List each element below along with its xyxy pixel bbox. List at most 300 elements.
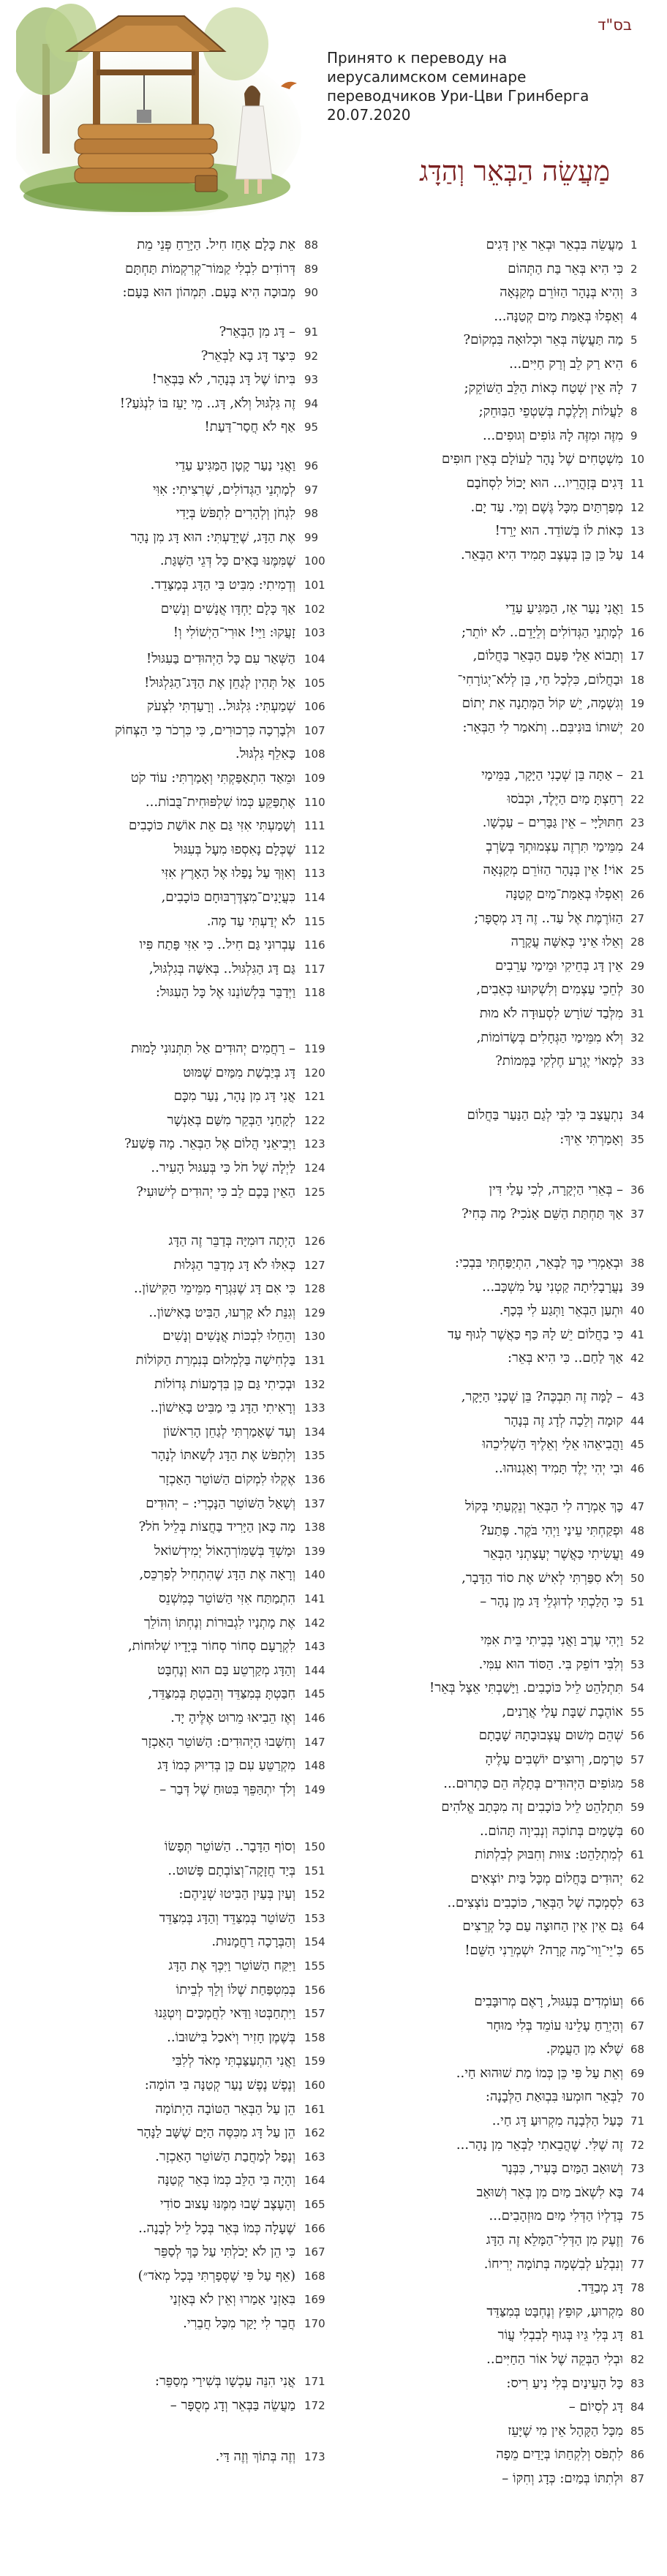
line-text: שְׁמַעְתִּי: גִּלְגּוּל.. וְרָעַדְתִּי לִצְעֹק bbox=[147, 698, 295, 715]
poem-line bbox=[12, 2168, 326, 2193]
line-number: 5 bbox=[630, 334, 638, 347]
line-number: 78 bbox=[630, 2281, 645, 2295]
line-text: כִּי הִיא בְּאֵר בַּת הַתְּהוֹם bbox=[508, 260, 623, 276]
poem-line bbox=[342, 1049, 652, 1074]
poem-line bbox=[342, 2180, 652, 2205]
line-text: וְשָׁמַעְתִּי אִזִּי גַּם אֵת אוֹשַׁת כּוֹכָבִים bbox=[129, 818, 295, 834]
line-number: 126 bbox=[304, 1235, 325, 1248]
line-number: 29 bbox=[630, 959, 645, 973]
line-text: שֶׁעָלָה כְּמוֹ בְּאֵר בְּכָל לֵיל לְבָנָה.. bbox=[138, 2220, 295, 2236]
line-number: 18 bbox=[630, 673, 645, 687]
poem-line bbox=[342, 471, 652, 496]
poem-line bbox=[12, 549, 326, 573]
poem-line bbox=[12, 2444, 326, 2469]
poem-line bbox=[342, 715, 652, 740]
poem-line bbox=[342, 1275, 652, 1300]
line-number: 134 bbox=[304, 1425, 325, 1439]
poem-line bbox=[12, 718, 326, 743]
poem-line bbox=[342, 2252, 652, 2277]
line-text: מִשְׁטָחִים שֶׁל נָהָר לַעוֹלָם בְּאֵין חוּפִים bbox=[441, 451, 623, 467]
poem-line bbox=[342, 1938, 652, 1963]
line-text: אוֹי! אֵין בְּנָהָר הַזּוֹרֵם מְקַנְּאָה bbox=[483, 862, 623, 878]
poem-line bbox=[12, 453, 326, 478]
poem-line bbox=[342, 1001, 652, 1026]
poem-line bbox=[12, 1180, 326, 1205]
line-number: 158 bbox=[304, 2030, 325, 2044]
line-text: גַּם אֵין אֵין הַחוּצָה עַם כָּל קְרֵצִים bbox=[462, 1918, 623, 1935]
poem-line bbox=[12, 1978, 326, 2003]
line-number: 85 bbox=[630, 2424, 645, 2438]
poem-line bbox=[12, 1229, 326, 1254]
line-number: 72 bbox=[630, 2138, 645, 2152]
poem-line bbox=[12, 415, 326, 440]
poem-line bbox=[12, 766, 326, 791]
poem-line bbox=[342, 1914, 652, 1939]
line-text: מִקְרַטֵּעַ עִם כֵּן בְּדִיוּק כְּמוֹ דָּג bbox=[157, 1758, 295, 1774]
line-text: יְשׁוּתוֹ בּוּנִיבִּם.. וְתֹאמַר לִי הַבְּאֵר: bbox=[462, 720, 623, 735]
line-text: וְשׁוּאַב הַמַּיִם בָּעִיר, כִּבְּנָר bbox=[502, 2161, 623, 2177]
line-text: הַאֵין בָּכֶם לֵב כִּי יְהוּדִים לְישׁוּעִי? bbox=[136, 1183, 295, 1200]
line-number: 35 bbox=[630, 1132, 645, 1146]
line-text: וְדְמִיתִי: מִבִּיט בִּי הַדָּג בְּמַצָּדֵד. bbox=[150, 577, 295, 592]
poem-line bbox=[12, 2001, 326, 2026]
poem-line bbox=[12, 742, 326, 767]
line-text: מִלְּבַד שׁוֹרָש לִסְעוּדָה לֹא מוּת bbox=[479, 1006, 623, 1021]
poem-line bbox=[342, 1819, 652, 1844]
line-text: וְחִשָּׁבוּ הַיְּהוּדִים: הַשּׁוֹטֵר הָאַכְזָר bbox=[141, 1733, 295, 1750]
poem-line bbox=[12, 1491, 326, 1516]
line-text: הִתְמַתַּח אִזִּי הַשּׁוֹטֵר כְּמִשְׁנֵס bbox=[158, 1591, 295, 1606]
line-text: טַרְמָם, וְרוּצִים יוֹשְׁבִים עָלֶיהָ bbox=[485, 1752, 623, 1767]
poem-title: מַעֲשֵׂה הַבְּאֵר וְהַדָּג bbox=[419, 155, 610, 187]
line-number: 141 bbox=[304, 1592, 325, 1605]
poem-line bbox=[12, 2192, 326, 2217]
poem-line bbox=[12, 2311, 326, 2336]
line-text: מְפַרְתַּיִם מִכָּל גֶּשֶׁם וְמֵי. עַד יָם. bbox=[470, 499, 623, 515]
line-text: וּבְלִי הַבְּקֵה שֶׁל אוֹר הַחַיִּים.. bbox=[486, 2351, 623, 2367]
poem-line bbox=[12, 1396, 326, 1420]
poem-line bbox=[342, 1346, 652, 1371]
line-text: כָּל הָעֵינַיִם בְּלִי נִיעַ רִיס: bbox=[506, 2375, 623, 2391]
poem-line bbox=[12, 597, 326, 622]
poem-line bbox=[12, 861, 326, 886]
line-text: הֵן עַל דָּג מִכִּסֶּה הַיָּם שֶׁשָּׁב לַנָּהָר bbox=[137, 2125, 295, 2141]
line-number: 77 bbox=[630, 2257, 645, 2271]
line-number: 83 bbox=[630, 2376, 645, 2390]
line-number: 94 bbox=[304, 396, 319, 410]
poem-line bbox=[12, 1253, 326, 1278]
poem-line bbox=[12, 478, 326, 502]
line-number: 136 bbox=[304, 1473, 325, 1486]
poem-line bbox=[342, 835, 652, 859]
line-number: 34 bbox=[630, 1109, 645, 1122]
line-number: 154 bbox=[304, 1935, 325, 1949]
poem-line bbox=[12, 1777, 326, 1802]
line-number: 138 bbox=[304, 1521, 325, 1534]
line-text: וְלִבִּי דוֹפֵק בִּי. הַסּוֹד הוּא עִמִּי. bbox=[478, 1656, 623, 1672]
poem-line bbox=[12, 1348, 326, 1373]
line-number: 71 bbox=[630, 2114, 645, 2128]
poem-line bbox=[342, 810, 652, 835]
poem-line bbox=[12, 837, 326, 862]
line-text: נַעֲרָבָלִיתָה קַטְנִי עָל מִשְׁכָּב... bbox=[482, 1278, 623, 1295]
line-number: 84 bbox=[630, 2400, 645, 2414]
line-text: וְהַיְרֵחַ עָלֵינוּ עוֹמֵד בְּלִי מוּחָר bbox=[486, 2017, 623, 2033]
line-text: גַּם דָּג הַגִּלְגּוּל.. בְּאִשָּׁה בְּגִלְגּוּל, bbox=[148, 960, 295, 976]
poem-line bbox=[12, 573, 326, 598]
line-number: 140 bbox=[304, 1568, 325, 1582]
line-number: 12 bbox=[630, 500, 645, 514]
poem-line bbox=[342, 858, 652, 883]
line-text: חֲבֵר לִי יָקַר מִכָּל חֲבֵרִי. bbox=[183, 2316, 295, 2331]
poem-line bbox=[342, 2109, 652, 2134]
line-text: בִּאָזְנַי אָמַרוּ וְאֵין לֹא בְּאָזְנַי bbox=[170, 2291, 295, 2308]
line-text: כְּאוֹת לוֹ בְּשׁוֹדֵד. הוּא יָרֵד! bbox=[494, 523, 623, 539]
line-text: מִקְרוּעַ, קוּפֵץ וְנֶחְבָּט בְּמִצַּדֵּד bbox=[486, 2303, 623, 2319]
line-number: 163 bbox=[304, 2150, 325, 2163]
line-text: לְמָתְנֵי הַגְּדוֹלִים, שֶׁרִצִיתִי: אִוִּי bbox=[152, 481, 295, 497]
line-text: וְאֵלוּ אֵינִי כְּאִשָּׁה עֲקָרָה bbox=[510, 934, 623, 950]
line-text: וּלְתִתּוֹ בְּמַיִם: כְּדָג וְחִקּוֹ – bbox=[502, 2471, 623, 2486]
line-number: 67 bbox=[630, 2019, 645, 2033]
line-text: וְרָאָה אֶת הַדָּג שֶׁהִתְחִיל לְפַרְכֵּס, bbox=[139, 1567, 295, 1583]
line-text: יְהוּדִים בַּחֲלוֹם מְכָּל בַּיִת יוֹצְאִים bbox=[470, 1871, 623, 1886]
poem-line bbox=[12, 2287, 326, 2312]
line-text: כִּיצַד דָּג בָּא לַבְּאֵר? bbox=[200, 347, 295, 364]
poem-line bbox=[12, 1753, 326, 1778]
line-number: 171 bbox=[304, 2375, 325, 2388]
line-text: כִּ'יֵי־וֵוי־מָה קָרָה? יִשְׁמְרֵנִי הַשֵּׁם! bbox=[464, 1942, 623, 1958]
line-text: כִּי אִם דָּג שֶׁנִּגְרַף מִמֵּימֵי הַקִּישׁוֹן.. bbox=[133, 1281, 295, 1297]
line-number: 99 bbox=[304, 530, 319, 544]
poem-line bbox=[12, 620, 326, 645]
poem-line bbox=[342, 1542, 652, 1567]
line-text: – רַחֲמִים יְהוּדִים אַל תִּתְּנוּנִי לָמוּת bbox=[131, 1041, 295, 1056]
line-number: 132 bbox=[304, 1377, 325, 1391]
poem-line bbox=[342, 2014, 652, 2038]
line-text: זֶה שֶׁלִּי. שֶׁהֲבֵאתִי לַבְּאֵר מִן נָהָר... bbox=[456, 2136, 623, 2153]
line-number: 97 bbox=[304, 483, 319, 497]
poem-line bbox=[342, 1566, 652, 1591]
line-number: 152 bbox=[304, 1888, 325, 1902]
poem-line bbox=[12, 367, 326, 392]
line-number: 148 bbox=[304, 1759, 325, 1773]
poem-line bbox=[12, 1834, 326, 1859]
line-number: 88 bbox=[304, 238, 319, 252]
poem-line bbox=[12, 1300, 326, 1325]
poem-line bbox=[12, 1420, 326, 1445]
poem-line bbox=[12, 525, 326, 550]
poem-line bbox=[12, 1658, 326, 1683]
line-number: 10 bbox=[630, 453, 645, 467]
line-number: 20 bbox=[630, 721, 645, 734]
line-number: 133 bbox=[304, 1401, 325, 1415]
poem-line bbox=[12, 885, 326, 910]
poem-line bbox=[342, 1589, 652, 1614]
line-number: 43 bbox=[630, 1390, 645, 1404]
line-number: 51 bbox=[630, 1595, 645, 1609]
poem-line bbox=[342, 1251, 652, 1276]
line-text: וּפְקַחְתִּי עֵינַי וַיְהִי בֹּקֶר. פֶּתַע? bbox=[480, 1522, 623, 1538]
poem-line bbox=[12, 344, 326, 369]
line-text: וְאַפְלוּ בְּאַמַּת־מַיִם קְטַנָּה bbox=[505, 886, 623, 902]
line-number: 48 bbox=[630, 1524, 645, 1537]
line-text: נִתְעֲצַב בִּי לִבִּי לְגַם הַנַּעַר בַּחֲלוֹם bbox=[467, 1107, 623, 1123]
line-text: לְמִתְלַהֵט: צוּוּת וְחִבּוּק לְבִלְתּוֹת bbox=[475, 1847, 623, 1863]
poem-line bbox=[342, 280, 652, 305]
poem-line bbox=[12, 1586, 326, 1611]
note-line: иерусалимском семинаре bbox=[327, 68, 527, 86]
line-text: מַעֲשֵׂה בִּבְאֵר וּבְאֵר אֵין דָּגִים bbox=[486, 237, 623, 252]
poem-line bbox=[12, 790, 326, 815]
line-text: אוֹהֶבֶת שַׁבָּת עָלַי אֲרָנִים, bbox=[502, 1703, 623, 1720]
line-text: שֶׁכְּלָם נָאִסְפוּ מִעָל בְּעִגּוּל bbox=[173, 841, 295, 857]
line-text: כִּעֲיָנִים־מִצְדֶּרְבּוּחָם כּוֹכָבִים, bbox=[161, 889, 295, 905]
line-text: וְאֶז הֵבִיאוּ מֵרוּט אֶלֶּיהָ יָד. bbox=[170, 1710, 295, 1725]
line-number: 11 bbox=[630, 477, 645, 490]
line-number: 41 bbox=[630, 1327, 645, 1341]
line-number: 145 bbox=[304, 1687, 325, 1701]
poem-line bbox=[342, 1322, 652, 1347]
line-text: לַבְּאֵר חוּמְעוּ בִּבְוּאַת הַלְּבָנָה: bbox=[485, 2089, 623, 2105]
line-number: 2 bbox=[630, 262, 638, 276]
line-text: וַהֲבִיאֵהוּ אֵלַי וְאֵלֶיךָ הַשְׁלִיכֵהוּ bbox=[482, 1436, 623, 1453]
poem-line bbox=[12, 1906, 326, 1931]
line-text: כְּאִלּוּ לֹא דָּג מְדַבֵּר הַגְּלוּת bbox=[173, 1257, 295, 1273]
line-number: 150 bbox=[304, 1840, 325, 1853]
poem-line bbox=[12, 1706, 326, 1730]
line-text: כָּאִלֵף גִּלְגּוּל. bbox=[235, 746, 295, 762]
line-number: 114 bbox=[304, 891, 325, 904]
line-number: 44 bbox=[630, 1414, 645, 1428]
poem-line bbox=[342, 1518, 652, 1543]
poem-line bbox=[342, 376, 652, 401]
poem-line bbox=[12, 909, 326, 934]
line-number: 173 bbox=[304, 2450, 325, 2463]
line-text: וְגִשְׁמָה, יֵשׁ קוֹל הַמְּתָנָה אֵת יְתוֹם bbox=[461, 696, 623, 712]
line-text: שְׁהֵם מְשׁוּם עֲצְבוּבָתָהּ שָׁבָתָם bbox=[478, 1728, 623, 1744]
poem-line bbox=[342, 787, 652, 812]
line-text: כִּי הֵן לֹא יָכֹלְתִּי עַל כָּךְ לְסַפֵּר bbox=[154, 2244, 295, 2260]
line-number: 38 bbox=[630, 1257, 645, 1270]
poem-line bbox=[12, 1467, 326, 1492]
poem-line bbox=[342, 1298, 652, 1323]
line-number: 7 bbox=[630, 381, 638, 395]
line-text: וּמֵאַד הִתְאַפַּקְתִּי וְאָמַרְתִּי: עוֹד קֹט bbox=[130, 770, 295, 786]
line-number: 21 bbox=[630, 769, 645, 782]
line-number: 101 bbox=[304, 579, 325, 592]
poem-line bbox=[12, 2369, 326, 2394]
line-number: 40 bbox=[630, 1304, 645, 1318]
line-number: 64 bbox=[630, 1920, 645, 1934]
line-text: בְּשָׁמַיִם בְּתוֹכְהּ וְנְבִיוָה תָּהוֹם.. bbox=[479, 1823, 623, 1839]
poem-line bbox=[342, 930, 652, 954]
line-text: בְּמִטְפַּחַת שֶׁלּוֹ וְלֵךְ לְבֵיתוֹ bbox=[176, 1981, 295, 1997]
line-number: 151 bbox=[304, 1864, 325, 1878]
poem-line bbox=[342, 1127, 652, 1152]
line-number: 92 bbox=[304, 349, 319, 363]
line-number: 125 bbox=[304, 1185, 325, 1199]
poem-line bbox=[342, 1652, 652, 1677]
line-number: 123 bbox=[304, 1137, 325, 1151]
line-text: וְעַיִן בְּעַיִן הַבִּיטוּ שְׁנֵיהֶם: bbox=[178, 1886, 295, 1902]
line-number: 160 bbox=[304, 2079, 325, 2092]
poem-line bbox=[12, 1036, 326, 1061]
line-number: 54 bbox=[630, 1681, 645, 1695]
poem-line bbox=[342, 1432, 652, 1457]
line-number: 60 bbox=[630, 1824, 645, 1838]
poem-line bbox=[12, 1730, 326, 1755]
line-text: דָּג מְבַדֵּד. bbox=[577, 2280, 623, 2296]
line-number: 93 bbox=[304, 373, 319, 387]
poem-line bbox=[342, 1409, 652, 1434]
line-text: לְמָתְנֵי הַגְּדוֹלִים וְלֵיָדֵם.. לֹא יוֹתֵר; bbox=[461, 624, 623, 640]
line-text: חִתּוּלַיָּי – אֵין גַּבָּרִים – עַכְשָׁו. bbox=[482, 815, 623, 831]
line-number: 73 bbox=[630, 2162, 645, 2176]
line-text: וְהַדָּג מְקַרְטֵע בָּם הוּא וְנֶחְבָּט bbox=[157, 1662, 295, 1678]
line-number: 168 bbox=[304, 2269, 325, 2283]
line-text: לִסְמְכָה שֶׁל הַבְּאֵר, כּוֹכָבִים נוֹצְצִים.. bbox=[447, 1894, 623, 1910]
line-text: כָּעַל הַלְּבָנָה מִקְרוּעַ דָּג חַי.. bbox=[491, 2113, 623, 2128]
line-text: וְרָאִיתִי הַדָּג בִּי מַבִּיט בָּאִישׁוֹן.. bbox=[150, 1400, 295, 1416]
line-number: 124 bbox=[304, 1161, 325, 1175]
line-text: וְעַד שֶׁאָמַרְתִּי לְגַחֵן הָרִאשׁוֹן bbox=[163, 1423, 295, 1439]
line-text: אֵין דָּג בְּחֵיקִי וּמֵימַי עָרֵבִים bbox=[494, 957, 623, 973]
poem-line bbox=[12, 2216, 326, 2241]
line-text: אַף לֹא חֲסַר־דַּעַת! bbox=[204, 419, 295, 435]
line-text: וְאִוְּךָ עַל נָפַלוּ אֶל הָאָרֶץ אִזִּי bbox=[161, 865, 295, 881]
poem-line bbox=[12, 2049, 326, 2074]
poem-line bbox=[342, 1747, 652, 1772]
line-number: 102 bbox=[304, 602, 325, 616]
poem-line bbox=[342, 644, 652, 669]
line-text: וְאַפְלוּ בְּאַמַּת מַיִם קְטַנָּה... bbox=[494, 308, 623, 324]
poem-line bbox=[342, 2323, 652, 2348]
line-number: 128 bbox=[304, 1282, 325, 1296]
line-number: 139 bbox=[304, 1544, 325, 1558]
line-number: 155 bbox=[304, 1959, 325, 1973]
line-text: דְּרוֹדִים לִבְלִי קַמּוֹר־קְרִקְמוֹת תַּחְתָּם bbox=[125, 260, 295, 276]
line-number: 57 bbox=[630, 1753, 645, 1766]
line-text: לְקָחַנִי הַבְּקֵר מִשַּׁם בְּאַנְשָׁר bbox=[167, 1112, 295, 1128]
poem-line bbox=[12, 813, 326, 838]
line-text: הַזּוֹרֶמֶת אֶל עַד.. זֶה דָּג מְסֻפָּר; bbox=[474, 910, 623, 926]
line-number: 74 bbox=[630, 2185, 645, 2199]
poem-line bbox=[12, 1515, 326, 1540]
poem-line bbox=[342, 399, 652, 424]
poem-line bbox=[12, 2120, 326, 2145]
line-number: 112 bbox=[304, 843, 325, 856]
line-text: אֲנִי הִנֵּה עַכְשָׁו בְּשִׁירַי מְסַפֵּר: bbox=[154, 2373, 295, 2389]
line-text: וּמַשְׁדֵּ בְּשַׁמִּוֹרְהָאוֹל יְמִידְשׁוֹאל bbox=[154, 1543, 295, 1559]
poem-line bbox=[342, 1178, 652, 1202]
poem-line bbox=[12, 2073, 326, 2098]
line-number: 129 bbox=[304, 1306, 325, 1319]
line-text: (אֵף עַל פִּי שֶׁסְּפָרְתִּי בְּכָל מְאֹד״) bbox=[137, 2267, 295, 2283]
line-number: 62 bbox=[630, 1872, 645, 1886]
line-text: שֶׁלֹּא מִן הַעֲמָק. bbox=[546, 2041, 623, 2057]
line-number: 14 bbox=[630, 548, 645, 562]
poem-line bbox=[12, 980, 326, 1005]
line-number: 47 bbox=[630, 1500, 645, 1513]
line-text: שֶׁמִּמֶּנּוּ בָּאִים כָּל דְּגֵי הַשְּׁגַּת. bbox=[159, 553, 295, 569]
poem-line bbox=[342, 1795, 652, 1820]
poem-line bbox=[342, 352, 652, 377]
line-text: אֶתְפַּקֵּעַ כְּמוֹ שִׁלְפּוּחִית־בֻּבוֹת... bbox=[145, 794, 295, 810]
poem-line bbox=[342, 2347, 652, 2372]
line-number: 15 bbox=[630, 602, 645, 615]
line-number: 135 bbox=[304, 1449, 325, 1463]
poem-line bbox=[12, 2264, 326, 2289]
line-number: 167 bbox=[304, 2245, 325, 2259]
line-number: 75 bbox=[630, 2210, 645, 2223]
poem-line bbox=[12, 1061, 326, 1085]
line-number: 56 bbox=[630, 1729, 645, 1743]
poem-line bbox=[12, 647, 326, 671]
line-text: אַךְ לַחַם.. כִּי הִיא בְּאֵר: bbox=[507, 1350, 623, 1366]
poem-line bbox=[342, 1456, 652, 1481]
poem-line bbox=[342, 2419, 652, 2444]
poem-line bbox=[342, 2442, 652, 2467]
line-number: 16 bbox=[630, 625, 645, 639]
line-text: וַיְּדַבֵּר בִּלְשׁוֹנֵנוּ אֶל כָּל הָעִגּוּל: bbox=[155, 984, 295, 1001]
line-text: כָּךְ אָמְרָה לִי הַבְּאֵר וְנֵקְעַתִּי בְּקוֹל bbox=[464, 1499, 623, 1514]
poem-line bbox=[12, 1681, 326, 1706]
line-text: דָּג לְסִיוֹם – bbox=[568, 2399, 623, 2415]
line-number: 49 bbox=[630, 1548, 645, 1562]
line-text: לַעֲלוֹת וְלָלֶכֶת בְּשִׁטְפֵי הַבִּוּחֵק; bbox=[478, 404, 623, 420]
poem-line bbox=[342, 1723, 652, 1748]
line-text: וּבְאָמְרִי כָּךְ לַבְּאֵר, הִתְיַפַּחְתִּי בִּבְכִי: bbox=[454, 1255, 623, 1270]
poem-line bbox=[342, 1771, 652, 1796]
poem-line bbox=[342, 2156, 652, 2181]
line-number: 110 bbox=[304, 795, 325, 809]
poem-line bbox=[12, 1372, 326, 1397]
poem-line bbox=[12, 1882, 326, 1907]
poem-line bbox=[12, 1084, 326, 1109]
line-text: וְנִבְלַע לְבִשְׁמָה בְּתוֹמָה יְרִיחוֹ. bbox=[483, 2256, 623, 2272]
poem-line bbox=[342, 906, 652, 931]
line-text: דָּג בְּיַבְשַׁת מִמַּיִם שֶׁמּוּט bbox=[183, 1064, 295, 1080]
line-number: 8 bbox=[630, 405, 638, 419]
line-number: 91 bbox=[304, 325, 319, 339]
line-text: וַיִּתְחַבְּטוּ וַדַּאי לִחֲמְכַּים וְיִטְגֵּנוּ bbox=[154, 2006, 295, 2022]
poem-line bbox=[342, 2084, 652, 2109]
line-number: 100 bbox=[304, 554, 325, 568]
poem-line bbox=[342, 763, 652, 788]
line-number: 53 bbox=[630, 1657, 645, 1671]
line-text: וּבִי יְהִי יֶלֶד תָּמִיד וְאַגְנוּהוּ.. bbox=[494, 1460, 623, 1476]
poem-line bbox=[342, 1842, 652, 1867]
line-number: 82 bbox=[630, 2353, 645, 2366]
line-text: מָה כָּאן הַיָּרִיד בַּחֲצוֹת בְּלֵיל חֹל? bbox=[138, 1519, 295, 1535]
line-number: 117 bbox=[304, 962, 325, 976]
line-text: מַעֲשֵׂה בַּבְּאֵר וְדָג מְסֻפָּר – bbox=[170, 2397, 295, 2413]
poem-line bbox=[12, 1634, 326, 1659]
line-text: וְשָׁאַל הַשּׁוֹטֵר הַנָּכְרִי: – יְהוּדִים bbox=[146, 1495, 295, 1511]
line-number: 39 bbox=[630, 1280, 645, 1294]
line-number: 159 bbox=[304, 2055, 325, 2068]
poem-line bbox=[342, 1494, 652, 1519]
poem-line bbox=[342, 423, 652, 448]
line-number: 58 bbox=[630, 1777, 645, 1790]
line-number: 68 bbox=[630, 2043, 645, 2057]
line-text: וַאֲנִי נַעַר אֵז, הַמַּגִּיעַ עַדֵי bbox=[505, 600, 623, 616]
line-text: מִגּוֹפִים הַיְּהוּדִים בְּתָלֶהּ הֵם כַּתְרוּם... bbox=[443, 1775, 623, 1791]
line-number: 120 bbox=[304, 1066, 325, 1080]
line-text: הָיְתָה דוּמִיָּה בְּדַבֵּר זֶה הַדָּג bbox=[168, 1233, 295, 1249]
line-text: לִקְרָעָם סְחוֹר סְחוֹר בְּיָדָיו שְׁלוּחוֹת, bbox=[128, 1638, 295, 1654]
